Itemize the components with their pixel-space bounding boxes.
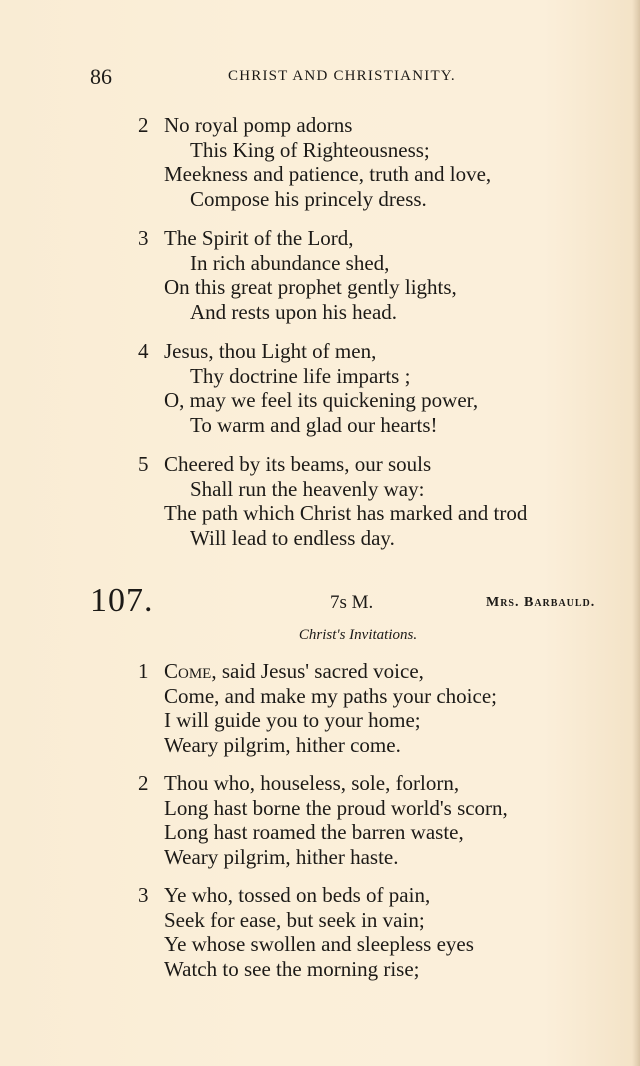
line-text: Jesus, thou Light of men, bbox=[164, 339, 377, 363]
stanza-line bbox=[138, 771, 638, 796]
stanza-number: 2 bbox=[138, 113, 149, 137]
stanza-number: 3 bbox=[138, 226, 149, 250]
stanza-line: I will guide you to your home; bbox=[164, 708, 421, 732]
line-text: said Jesus' sacred voice, bbox=[216, 659, 424, 683]
stanza-5 bbox=[138, 452, 638, 550]
stanza-4 bbox=[138, 339, 638, 437]
stanza-line bbox=[138, 226, 638, 251]
page-header bbox=[90, 64, 510, 90]
line-text: Ye who, tossed on beds of pain, bbox=[164, 883, 431, 907]
stanza-number: 2 bbox=[138, 771, 149, 795]
stanza-line: Compose his princely dress. bbox=[190, 186, 427, 211]
hymn-stanza-3 bbox=[138, 883, 638, 981]
hymn-meter: 7s M. bbox=[330, 592, 374, 613]
stanza-line bbox=[138, 883, 638, 908]
page-number: 86 bbox=[90, 64, 112, 89]
running-title: CHRIST AND CHRISTIANITY. bbox=[228, 68, 456, 84]
hymn-number: 107. bbox=[90, 582, 154, 619]
stanza-line: Weary pilgrim, hither haste. bbox=[164, 844, 399, 869]
line-text: Cheered by its beams, our souls bbox=[164, 452, 432, 476]
stanza-line bbox=[138, 339, 638, 364]
stanza-number: 3 bbox=[138, 883, 149, 907]
hymn-heading bbox=[90, 582, 630, 618]
hymn-subtitle: Christ's Invitations. bbox=[298, 627, 418, 643]
stanza-line: O, may we feel its quickening power, bbox=[164, 388, 479, 412]
stanza-line: The path which Christ has marked and trod bbox=[164, 501, 528, 525]
stanza-line: Ye whose swollen and sleepless eyes bbox=[164, 932, 474, 956]
stanza-line: Long hast roamed the barren waste, bbox=[164, 820, 464, 844]
stanza-line: Long hast borne the proud world's scorn, bbox=[164, 795, 508, 820]
stanza-line: Seek for ease, but seek in vain; bbox=[164, 907, 425, 932]
stanza-number: 5 bbox=[138, 452, 149, 476]
stanza-line: Thy doctrine life imparts ; bbox=[190, 363, 411, 388]
hymn-stanza-1 bbox=[138, 659, 638, 757]
stanza-line: Shall run the heavenly way: bbox=[190, 476, 425, 501]
stanza-line: And rests upon his head. bbox=[190, 299, 398, 324]
page-edge-shadow bbox=[632, 0, 640, 1066]
stanza-line: Meekness and patience, truth and love, bbox=[164, 162, 492, 186]
stanza-line: Weary pilgrim, hither come. bbox=[164, 732, 401, 757]
stanza-3 bbox=[138, 226, 638, 324]
hymn-stanza-2 bbox=[138, 771, 638, 869]
initial-word: Come, bbox=[164, 659, 217, 683]
stanza-line: In rich abundance shed, bbox=[190, 250, 390, 275]
stanza-line: Come, and make my paths your choice; bbox=[164, 683, 497, 708]
stanza-line bbox=[138, 659, 638, 684]
stanza-line bbox=[138, 452, 638, 477]
stanza-line: To warm and glad our hearts! bbox=[190, 412, 438, 437]
line-text: Thou who, houseless, sole, forlorn, bbox=[164, 771, 460, 795]
line-text: The Spirit of the Lord, bbox=[164, 226, 354, 250]
stanza-line: Will lead to endless day. bbox=[190, 525, 395, 550]
stanza-line: Watch to see the morning rise; bbox=[164, 956, 420, 981]
stanza-line bbox=[138, 113, 638, 138]
line-text: No royal pomp adorns bbox=[164, 113, 353, 137]
stanza-2 bbox=[138, 113, 638, 211]
stanza-number: 1 bbox=[138, 659, 149, 683]
stanza-line: On this great prophet gently lights, bbox=[164, 275, 457, 299]
stanza-line: This King of Righteousness; bbox=[190, 137, 430, 162]
stanza-number: 4 bbox=[138, 339, 149, 363]
hymn-author: Mrs. Barbauld. bbox=[486, 595, 596, 610]
